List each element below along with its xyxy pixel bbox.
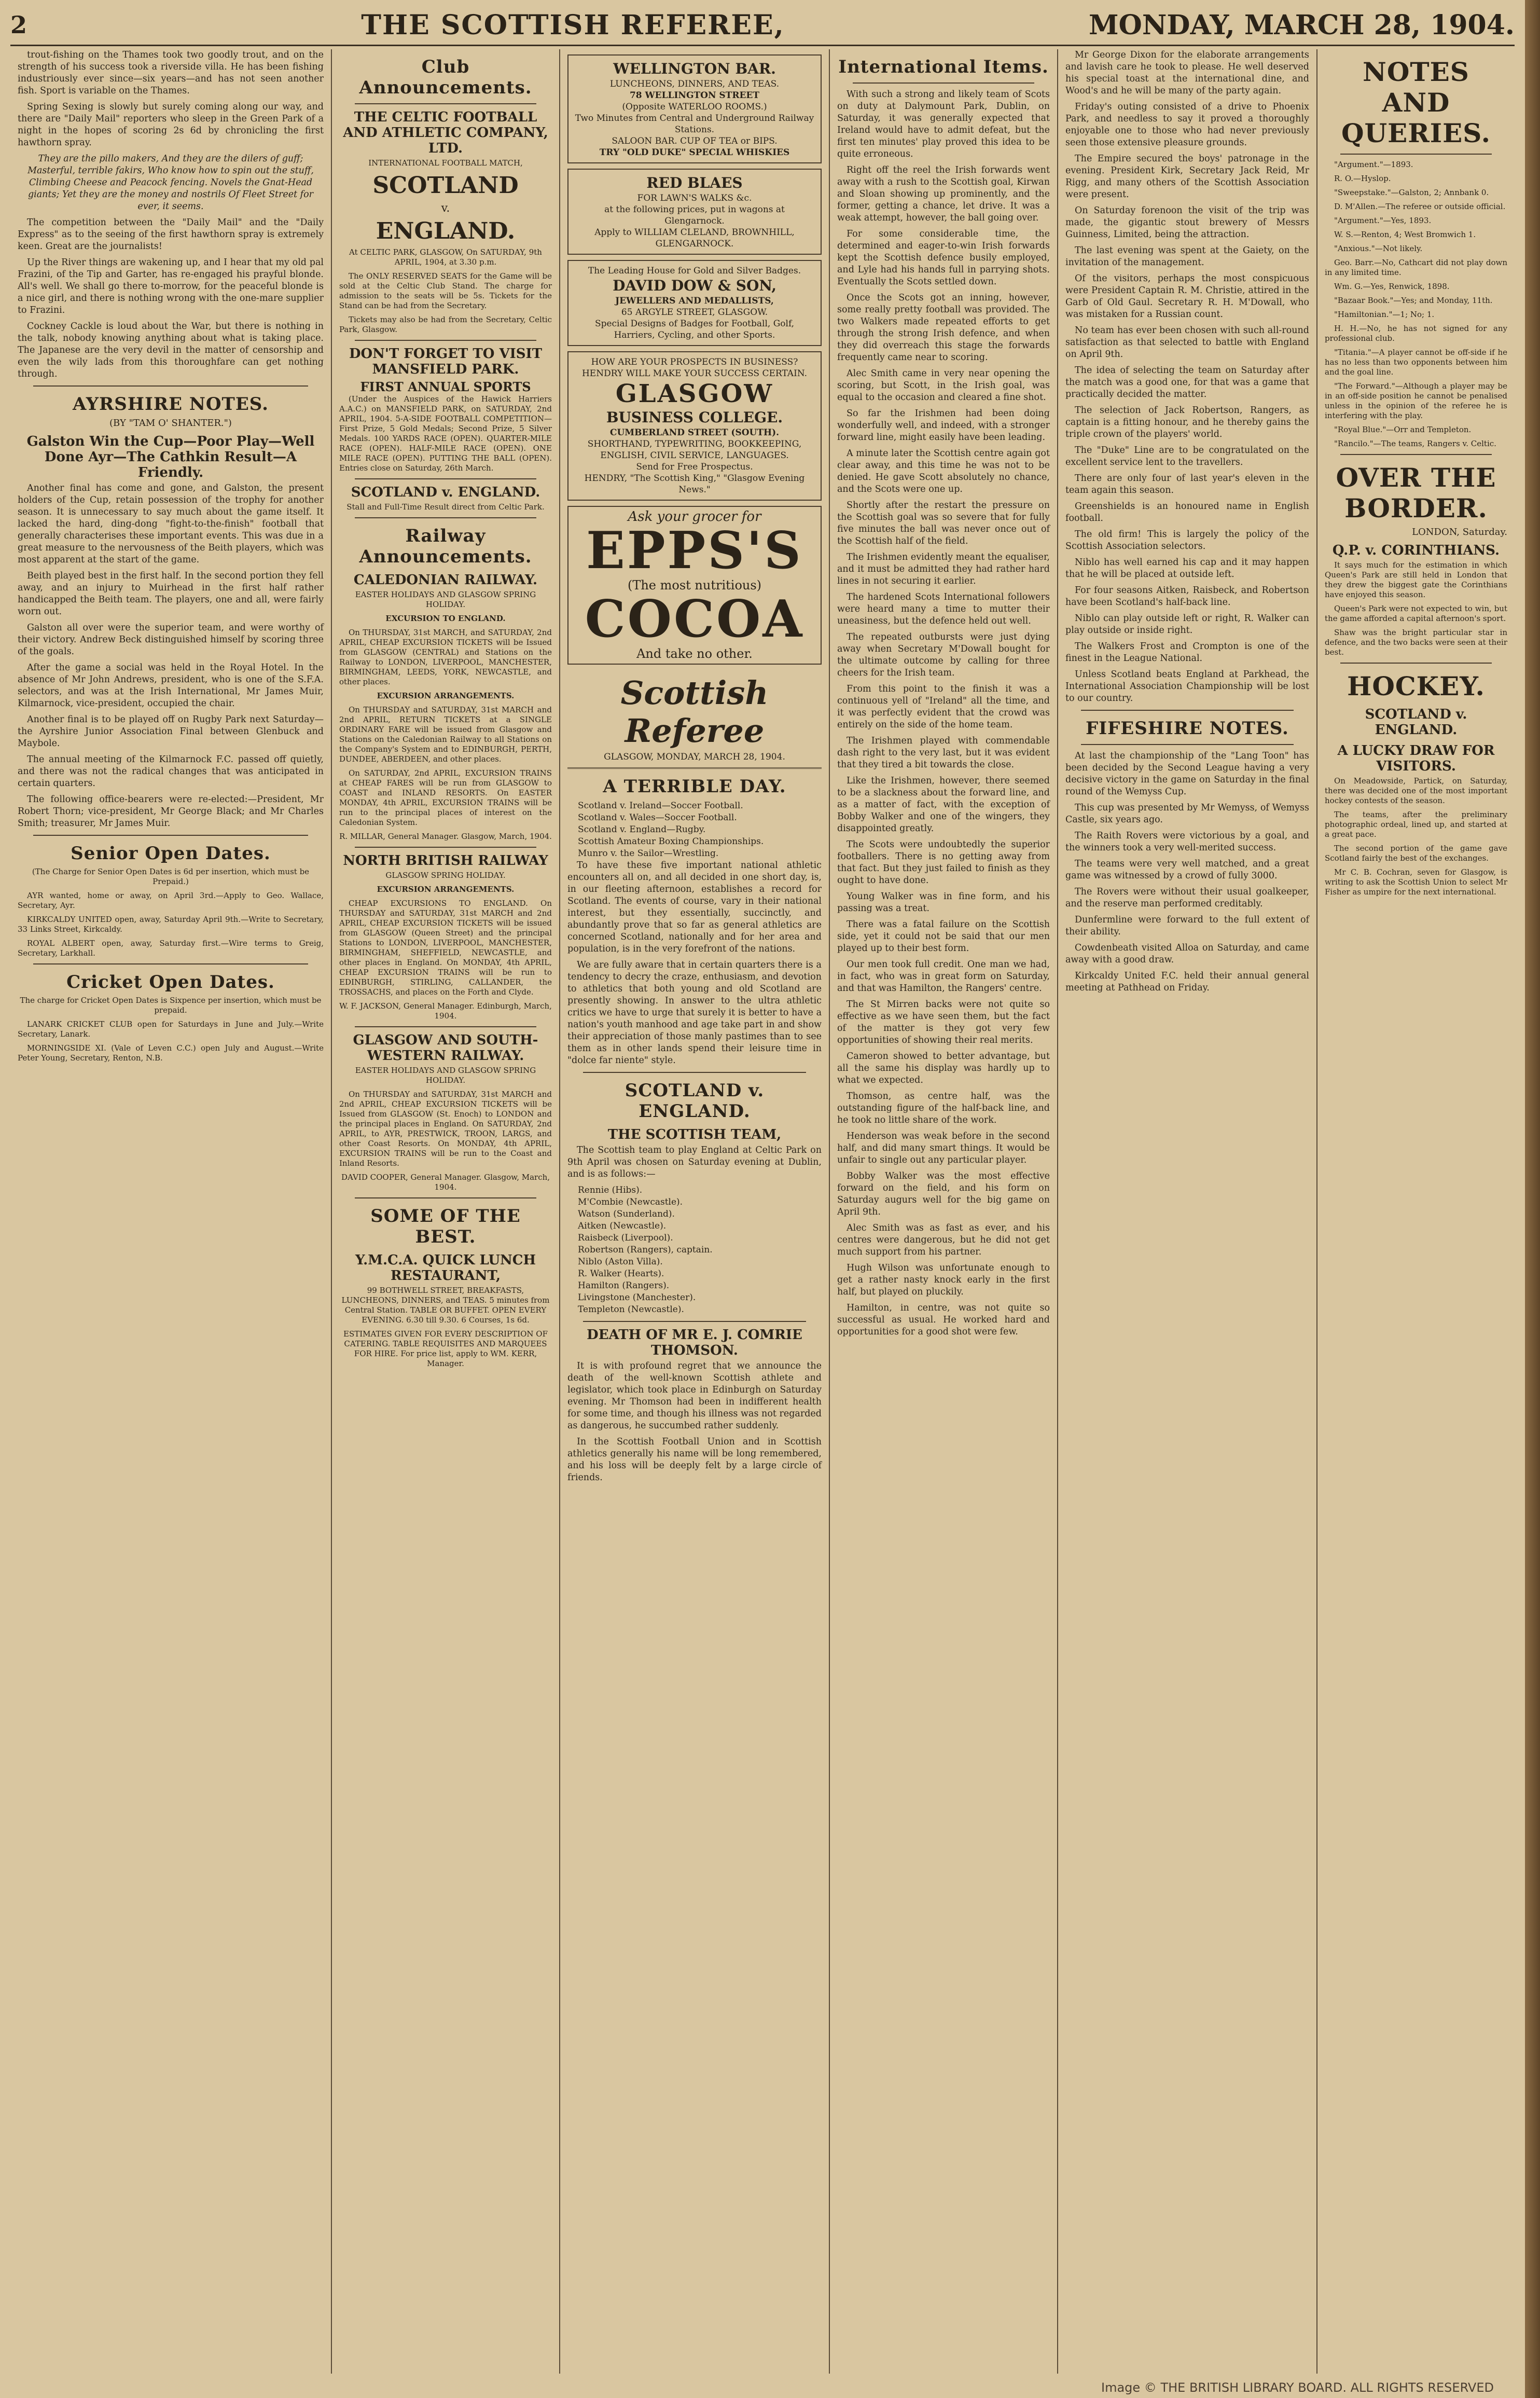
intro-text (18, 49, 324, 380)
paragraph: Hamilton, in centre, was not quite so successful as usual. He worked hard and opportunities for a good shot were few. (837, 1303, 1050, 1337)
paragraph: Beith played best in the first half. In the second portion they fell away, and an injury to Muirhead in the first half rather handicapped the Beith team. The players, one and all, were fairly worn out. (18, 571, 324, 617)
ad-line: And take no other. (636, 646, 753, 661)
divider (1340, 154, 1492, 155)
paragraph: After the game a social was held in the Royal Hotel. In the absence of Mr John Andrews, president, who is one of the S.F.A. selectors, and was at the Irish International, Mr James Muir, Kilmarnock, vice-president, occupied the chair. (18, 663, 324, 709)
list-item: Scotland v. Ireland—Soccer Football. (578, 801, 743, 811)
paper-title: THE SCOTTISH REFEREE, (361, 9, 785, 41)
paragraph: From this point to the finish it was a continuous yell of "Ireland" all the time, and it was perfectly evident that the crowd was entirely on the side of the home team. (837, 684, 1050, 730)
paragraph: The annual meeting of the Kilmarnock F.C. passed off quietly, and there was not the radical changes that was anticipated in certain quarters. (18, 754, 324, 789)
ad-heading-england: ENGLAND. (376, 218, 516, 244)
section-title-death: DEATH OF MR E. J. COMRIE THOMSON. (587, 1327, 802, 1358)
paragraph: In the Scottish Football Union and in Scottish athletics generally his name will be long remembered, and his loss will be deeply felt by a large circle of friends. (567, 1437, 822, 1483)
section-title-svse: SCOTLAND v. ENGLAND. (625, 1080, 765, 1122)
ad-line: Apply to WILLIAM CLELAND, BROWNHILL, GLENGARNOCK. (594, 227, 795, 249)
column-3 (560, 49, 830, 2374)
ad-heading: BUSINESS COLLEGE. (606, 409, 783, 426)
ad-line: 65 ARGYLE STREET, GLASGOW. (621, 307, 768, 318)
query-item: "Argument."—1893. (1334, 160, 1413, 169)
ad-line: Send for Free Prospectus. (636, 462, 753, 472)
issue-date: MONDAY, MARCH 28, 1904. (1088, 9, 1515, 41)
paragraph: Mr C. B. Cochran, seven for Glasgow, is writing to ask the Scottish Union to select Mr Fisher as umpire for the next international. (1325, 867, 1507, 897)
ad-heading: NORTH BRITISH RAILWAY (343, 853, 548, 869)
query-item: "Rancilo."—The teams, Rangers v. Celtic. (1334, 439, 1496, 448)
ad-text: On THURSDAY and SATURDAY, 31st MARCH and 2nd APRIL, CHEAP EXCURSION TICKETS will be Issued from GLASGOW (St. Enoch) to LONDON and the principal places in England. On SATURDAY, 2nd APRIL, to AYR, PRESTWICK, TROON, LARGS, and other Coast Resorts. On MONDAY, 4th APRIL, EXCURSION TRAINS will be run to the Coast and Inland Resorts. (339, 1090, 552, 1168)
ad-heading: FIRST ANNUAL SPORTS (360, 379, 531, 394)
ad-line: TRY "OLD DUKE" SPECIAL WHISKIES (599, 147, 790, 158)
query-item: "Sweepstake."—Galston, 2; Annbank 0. (1334, 188, 1489, 197)
ad-line: EXCURSION ARRANGEMENTS. (377, 691, 515, 700)
query-item: H. H.—No, he has not signed for any professional club. (1325, 324, 1507, 343)
divider (1340, 454, 1492, 455)
ad-text: Tickets may also be had from the Secretary, Celtic Park, Glasgow. (339, 315, 552, 334)
paragraph: The Raith Rovers were victorious by a goal, and the winners took a very well-merited success. (1065, 831, 1309, 853)
note: The charge for Cricket Open Dates is Sixpence per insertion, which must be prepaid. (20, 996, 322, 1015)
section-title-fifeshire: FIFESHIRE NOTES. (1086, 718, 1289, 739)
ad-text: 99 BOTHWELL STREET, BREAKFASTS, LUNCHEONS, DINNERS, and TEAS. 5 minutes from Central Station. TABLE OR BUFFET. OPEN EVERY EVENING. 6.30 till 9.30. 6 Courses, 1s 6d. (341, 1286, 550, 1325)
paragraph: It is with profound regret that we announce the death of the well-known Scottish athlete and legislator, which took place in Edinburgh on Saturday evening. Mr Thomson had been in indifferent health for some time, and though his illness was not regarded as dangerous, he succumbed rather suddenly. (567, 1361, 822, 1431)
ad-heading: WELLINGTON BAR. (613, 60, 776, 77)
divider (853, 82, 1034, 84)
section-title-over-border: OVER THE BORDER. (1336, 462, 1496, 523)
paragraph: Kirkcaldy United F.C. held their annual general meeting at Pathhead on Friday. (1065, 971, 1309, 993)
divider (583, 1072, 806, 1073)
query-item: W. S.—Renton, 4; West Bromwich 1. (1334, 230, 1476, 239)
list-item: LANARK CRICKET CLUB open for Saturdays in June and July.—Write Secretary, Lanark. (18, 1019, 324, 1039)
ad-text: ESTIMATES GIVEN FOR EVERY DESCRIPTION OF CATERING. TABLE REQUISITES AND MARQUEES FOR HIRE. For price list, apply to WM. KERR, Manager. (343, 1329, 548, 1368)
list-item: Niblo (Aston Villa). (578, 1257, 663, 1267)
paragraph: Alec Smith was as fast as ever, and his centres were dangerous, but he did not get much support from his partner. (837, 1223, 1050, 1257)
paragraph: Cowdenbeath visited Alloa on Saturday, and came away with a good draw. (1065, 943, 1309, 965)
query-item: "Royal Blue."—Orr and Templeton. (1334, 425, 1472, 434)
ad-heading: SCOTLAND v. ENGLAND. (351, 485, 540, 500)
byline: (BY "TAM O' SHANTER.") (109, 418, 232, 429)
paragraph: trout-fishing on the Thames took two goodly trout, and on the strength of his success took a riverside villa. He has been fishing industriously ever since—six years—and has not seen another fish. Sport is variable on the Thames. (18, 50, 324, 96)
page-edge (1525, 0, 1540, 2398)
ad-text: The ONLY RESERVED SEATS for the Game will be sold at the Celtic Club Stand. The charge for admission to the seats will be 5s. Tickets for the Stand can be had from the Secretary. (339, 271, 552, 310)
section-subtitle: THE SCOTTISH TEAM, (607, 1127, 782, 1142)
nameplate: Scottish Referee (620, 674, 769, 750)
paragraph: The teams were very well matched, and a great game was witnessed by a crowd of fully 3000. (1065, 859, 1309, 881)
list-item: KIRKCALDY UNITED open, away, Saturday April 9th.—Write to Secretary, 33 Links Street, Kirkcaldy. (18, 915, 324, 934)
paragraph: There was a fatal failure on the Scottish side, yet it could not be said that our men played up to their best form. (837, 919, 1050, 954)
paragraph: Cameron showed to better advantage, but all the same his display was hardly up to what we expected. (837, 1051, 1050, 1085)
paragraph: Our men took full credit. One man we had, in fact, who was in great form on Saturday, and that was Hamilton, the Rangers' centre. (837, 959, 1050, 994)
paragraph: Unless Scotland beats England at Parkhead, the International Association Championship will be lost to our country. (1065, 669, 1309, 704)
divider (1081, 744, 1294, 745)
ad-heading: EPPS'S (586, 521, 803, 581)
paragraph: Cockney Cackle is loud about the War, but there is nothing in the talk, nobody knowing anything about what is taking place. The Japanese are the very devil in the matter of censorship and even the wily lads from this thoroughfare can get nothing through. (18, 321, 324, 379)
divider (355, 478, 536, 479)
masthead (10, 5, 1515, 46)
paragraph: Bobby Walker was the most effective forward on the field, and his form on Saturday augurs well for the big game on April 9th. (837, 1171, 1050, 1217)
ad-heading: DAVID DOW & SON, (613, 277, 776, 294)
paragraph: Dunfermline were forward to the full extent of their ability. (1065, 915, 1309, 937)
column-6 (1317, 49, 1515, 2374)
paragraph: Of the visitors, perhaps the most conspicuous were President Captain R. M. Christie, attired in the Garb of Old Gaul. Secretary R. H. M'Dowall, who was mistaken for a Russian count. (1065, 273, 1309, 320)
ad-line: CUMBERLAND STREET (SOUTH). (609, 428, 780, 438)
paragraph: So far the Irishmen had been doing wonderfully well, and indeed, with a stronger forward line, might easily have been leading. (837, 408, 1050, 443)
column-1 (10, 49, 332, 2374)
ad-line: (The most nutritious) (627, 578, 762, 592)
paragraph: Alec Smith came in very near opening the scoring, but Scott, in the Irish goal, was equal to the occasion and cleared a fine shot. (837, 368, 1050, 403)
ad-line: SALOON BAR. CUP OF TEA or BIPS. (612, 136, 778, 146)
page-number: 2 (10, 11, 27, 39)
divider (355, 340, 536, 341)
list-item: R. Walker (Hearts). (578, 1269, 664, 1279)
section-title-cricket-dates: Cricket Open Dates. (66, 972, 275, 993)
section-title-hockey: HOCKEY. (1347, 671, 1485, 701)
paragraph: Galston all over were the superior team, and were worthy of their victory. Andrew Beck distinguished himself by scoring three of the goals. (18, 623, 324, 657)
list-item: MORNINGSIDE XI. (Vale of Leven C.C.) open July and August.—Write Peter Young, Secretary, Renton, N.B. (18, 1043, 324, 1063)
paragraph: For some considerable time, the determined and eager-to-win Irish forwards kept the Scottish defence busily employed, and Lyle had his hands full in parrying shots. Eventually the Scots settled down. (837, 229, 1050, 287)
ad-text: Stall and Full-Time Result direct from Celtic Park. (346, 502, 545, 512)
paragraph: The Irishmen evidently meant the equaliser, and it must be admitted they had rather hard lines in not securing it earlier. (837, 552, 1050, 586)
ad-line: LUNCHEONS, DINNERS, AND TEAS. (609, 79, 780, 89)
paragraph: Shaw was the bright particular star in defence, and the two backs were seen at their best. (1325, 628, 1507, 657)
section-title-terrible-day: A TERRIBLE DAY. (603, 776, 786, 797)
paragraph: A minute later the Scottish centre again got clear away, and this time he was not to be denied. He gave Scott absolutely no chance, and the Scots were one up. (837, 448, 1050, 494)
column-5 (1058, 49, 1317, 2374)
paragraph: Another final is to be played off on Rugby Park next Saturday—the Ayrshire Junior Association Final between Glenbuck and Maybole. (18, 714, 324, 749)
team-list (567, 1184, 822, 1316)
ad-line: GLASGOW SPRING HOLIDAY. (385, 871, 506, 880)
paragraph: Thomson, as centre half, was the outstanding figure of the half-back line, and he took no little share of the work. (837, 1091, 1050, 1125)
ad-line: Special Designs of Badges for Football, Golf, Harriers, Cycling, and other Sports. (594, 319, 795, 340)
ad-line: HENDRY, "The Scottish King," "Glasgow Evening News." (584, 473, 805, 495)
list-item: Munro v. the Sailor—Wrestling. (578, 848, 719, 859)
query-item: "Bazaar Book."—Yes; and Monday, 11th. (1334, 296, 1493, 305)
ad-heading-scotland: SCOTLAND (372, 172, 519, 199)
paragraph: Queen's Park were not expected to win, but the game afforded a capital afternoon's sport. (1325, 604, 1507, 623)
ad-heading: Y.M.C.A. QUICK LUNCH RESTAURANT, (355, 1252, 536, 1284)
ad-heading: THE CELTIC FOOTBALL AND ATHLETIC COMPANY, LTD. (343, 109, 548, 156)
paragraph: Hugh Wilson was unfortunate enough to get a rather nasty knock early in the first half, but played on pluckily. (837, 1263, 1050, 1297)
ad-line: EXCURSION ARRANGEMENTS. (377, 885, 515, 894)
query-item: Wm. G.—Yes, Renwick, 1898. (1334, 282, 1450, 291)
paragraph: Spring Sexing is slowly but surely coming along our way, and there are "Daily Mail" reporters who sleep in the Green Park of a night in the hopes of scoring 2s 6d by chronicling the first hawthorn spray. (18, 102, 324, 148)
section-title-best: SOME OF THE BEST. (370, 1206, 521, 1247)
list-item: Scottish Amateur Boxing Championships. (578, 836, 764, 847)
paragraph: It says much for the estimation in which Queen's Park are still held in London that they drew the biggest gate the Corinthians have enjoyed this season. (1325, 560, 1507, 599)
paragraph: With such a strong and likely team of Scots on duty at Dalymount Park, Dublin, on Saturday, it was generally expected that Ireland would have to admit defeat, but the first ten minutes' play proved this idea to be quite erroneous. (837, 89, 1050, 159)
ad-line: JEWELLERS AND MEDALLISTS, (615, 296, 774, 306)
paragraph: Young Walker was in fine form, and his passing was a treat. (837, 891, 1050, 914)
ad-text: CHEAP EXCURSIONS TO ENGLAND. On THURSDAY and SATURDAY, 31st MARCH and 2nd APRIL, CHEAP EXCURSION TICKETS will be issued from GLASGOW (Queen Street) and the principal Stations to LONDON, LIVERPOOL, MANCHESTER, BIRMINGHAM, SHEFFIELD, NEWCASTLE, and other places in England. On MONDAY, 4th APRIL, CHEAP EXCURSION TRAINS will be run to EDINBURGH, STIRLING, CALLANDER, the TROSSACHS, and places on the Forth and Clyde. (339, 899, 552, 997)
ad-line: The Leading House for Gold and Silver Badges. (588, 266, 801, 276)
ad-red-blaes (567, 169, 822, 255)
query-item: R. O.—Hyslop. (1334, 174, 1391, 183)
list-item: Robertson (Rangers), captain. (578, 1245, 713, 1255)
query-item: "Titania."—A player cannot be off-side if he has no less than two opponents between him and the goal line. (1325, 348, 1507, 377)
paragraph: The Scottish team to play England at Celtic Park on 9th April was chosen on Saturday evening at Dublin, and is as follows:— (567, 1145, 822, 1179)
list-item: Scotland v. Wales—Soccer Football. (578, 812, 737, 823)
ad-line: INTERNATIONAL FOOTBALL MATCH, (368, 158, 523, 168)
ad-heading: GLASGOW AND SOUTH-WESTERN RAILWAY. (353, 1032, 538, 1064)
dateline: GLASGOW, MONDAY, MARCH 28, 1904. (604, 752, 785, 762)
verse: They are the pillo makers, And they are the dilers of guff; Masterful, terrible fakirs, Who know how to spin out the stuff, Climbing Cheese and Peacock fencing. Novels the Gnat-Head giants; Yet they are the money and nostrils Of Fleet Street for ever, it seems. (27, 154, 314, 212)
divider (355, 103, 536, 104)
paragraph: On Saturday forenoon the visit of the trip was made, the gigantic stout brewery of Messrs Guinness, Limited, being the attraction. (1065, 205, 1309, 240)
divider (583, 1321, 806, 1322)
list-item: Hamilton (Rangers). (578, 1280, 670, 1291)
paragraph: The Walkers Frost and Crompton is one of the finest in the League National. (1065, 641, 1309, 664)
paragraph: No team has ever been chosen with such all-round satisfaction as that selected to battle with England on April 9th. (1065, 325, 1309, 360)
ad-line: SHORTHAND, TYPEWRITING, BOOKKEEPING, ENGLISH, CIVIL SERVICE, LANGUAGES. (587, 439, 802, 461)
paragraph: The selection of Jack Robertson, Rangers, as captain is a fitting honour, and he thereby gains the triple crown of the players' world. (1065, 405, 1309, 439)
list-item: Watson (Sunderland). (578, 1209, 675, 1219)
list-item: Livingstone (Manchester). (578, 1292, 696, 1303)
query-item: "Anxious."—Not likely. (1334, 244, 1423, 253)
ad-david-dow (567, 260, 822, 346)
paragraph: To have these five important national athletic encounters all on, and all decided in one short day, is, in our fleeting afternoon, establishes a record for Scotland. The events of course, vary in their national interest, but they essentially, succinctly, and abundantly prove that so far as general athletics are concerned Scotland, nationally and for her area and population, is in the very forefront of the nations. (567, 860, 822, 954)
ad-line: (Opposite WATERLOO ROOMS.) (622, 102, 767, 112)
column-2 (332, 49, 560, 2374)
list-item: AYR wanted, home or away, on April 3rd.—Apply to Geo. Wallace, Secretary, Ayr. (18, 891, 324, 910)
divider (33, 963, 308, 964)
ad-line: EASTER HOLIDAYS AND GLASGOW SPRING HOLIDAY. (355, 590, 536, 609)
paragraph: Once the Scots got an inning, however, some really pretty football was provided. The two Walkers made repeated efforts to get through the strong Irish defence, and when they did overreach this stage the forwards frequently came near to scoring. (837, 293, 1050, 363)
list-item: Scotland v. England—Rugby. (578, 824, 706, 835)
paragraph: For four seasons Aitken, Raisbeck, and Robertson have been Scotland's half-back line. (1065, 585, 1309, 608)
ad-line: EASTER HOLIDAYS AND GLASGOW SPRING HOLIDAY. (355, 1066, 536, 1085)
ad-text: On SATURDAY, 2nd APRIL, EXCURSION TRAINS at CHEAP FARES will be run from GLASGOW to COAST and INLAND RESORTS. On EASTER MONDAY, 4th APRIL, EXCURSION TRAINS will be run to the principal places of interest on the Caledonian System. (339, 768, 552, 827)
list-item: Aitken (Newcastle). (578, 1221, 667, 1231)
paragraph: The "Duke" Line are to be congratulated on the excellent service lent to the travellers. (1065, 445, 1309, 467)
paragraph: The competition between the "Daily Mail" and the "Daily Express" as to the seeing of the first hawthorn spray is extremely keen. Great are the journalists! (18, 217, 324, 252)
paragraph: The St Mirren backs were not quite so effective as we have seen them, but the fact of the matter is they got very few opportunities of showing their real merits. (837, 999, 1050, 1045)
list-item: M'Combie (Newcastle). (578, 1197, 683, 1207)
ad-heading: COCOA (585, 589, 804, 649)
paragraph: Niblo has well earned his cap and it may happen that he will be placed at outside left. (1065, 557, 1309, 580)
results-list (567, 800, 822, 860)
ad-sign: DAVID COOPER, General Manager. Glasgow, March, 1904. (341, 1173, 550, 1192)
paragraph: On Meadowside, Partick, on Saturday, there was decided one of the most important hockey contests of the season. (1325, 776, 1507, 805)
ad-line: HOW ARE YOUR PROSPECTS IN BUSINESS? (591, 357, 798, 367)
query-item: D. M'Allen.—The referee or outside official. (1334, 202, 1506, 211)
ad-line: 78 WELLINGTON STREET (629, 90, 760, 101)
ad-line: Two Minutes from Central and Underground Railway Stations. (575, 113, 814, 135)
paragraph: Mr George Dixon for the elaborate arrangements and lavish care he took to please. He well deserved his special toast at the international dine, and Wood's and he will be many of the party again. (1065, 50, 1309, 96)
ad-heading: RED BLAES (646, 174, 743, 191)
ad-line: Ask your grocer for (628, 509, 761, 525)
paragraph: Like the Irishmen, however, there seemed to be a slackness about the forward line, and as a matter of fact, with the exception of Bobby Walker and one of the wingers, they disappointed greatly. (837, 776, 1050, 834)
paragraph: Henderson was weak before in the second half, and did many smart things. It would be unfair to single out any particular player. (837, 1131, 1050, 1165)
ad-line: at the following prices, put in wagons at Glengarnock. (604, 204, 785, 226)
paragraph: Niblo can play outside left or right, R. Walker can play outside or inside right. (1065, 613, 1309, 636)
divider (33, 835, 308, 836)
section-title-railway: Railway Announcements. (359, 526, 532, 567)
paragraph: The second portion of the game gave Scotland fairly the best of the exchanges. (1325, 844, 1507, 863)
divider (567, 767, 822, 769)
paragraph: The repeated outbursts were just dying away when Secretary M'Dowall bought for the ultimate outcome by calling for three cheers for the Irish team. (837, 632, 1050, 678)
list-item: Rennie (Hibs). (578, 1185, 643, 1195)
section-subtitle: A LUCKY DRAW FOR VISITORS. (1337, 743, 1495, 774)
section-title-club: Club Announcements. (359, 57, 532, 98)
paragraph: The Irishmen played with commendable dash right to the very last, but it was evident that they tired a bit towards the close. (837, 736, 1050, 770)
ad-wellington-bar (567, 54, 822, 163)
list-item: ROYAL ALBERT open, away, Saturday first.—Wire terms to Greig, Secretary, Larkhall. (18, 939, 324, 958)
section-title-ayrshire: AYRSHIRE NOTES. (73, 394, 269, 415)
ad-business-college (567, 351, 822, 501)
ad-line: v. (441, 202, 450, 215)
paragraph: Friday's outing consisted of a drive to Phoenix Park, and needless to say it proved a thoroughly enjoyable one to those who had never previously seen those extensive pleasure grounds. (1065, 102, 1309, 148)
paragraph: Another final has come and gone, and Galston, the present holders of the Cup, retain possession of the trophy for another season. It is unnecessary to say much about the game itself. It lacked the hard, ding-dong "fight-to-the-finish" football that generally characterises these important events. This was due in a great measure to the nervousness of the Beith players, which was most apparent at the start of the game. (18, 483, 324, 565)
paragraph: Up the River things are wakening up, and I hear that my old pal Frazini, of the Tip and Garter, has re-engaged his prayful blonde. All's well. We shall go there to-morrow, for the peaceful blonde is a nice girl, and there is nothing wrong with the one-mare supplier to Frazini. (18, 257, 324, 315)
paragraph: Right off the reel the Irish forwards went away with a rush to the Scottish goal, Kirwan and Sloan showing up prominently, and the former, getting a chance, let drive. It was a weak attempt, however, the ball going over. (837, 165, 1050, 223)
paragraph: The following office-bearers were re-elected:—President, Mr Robert Thorn; vice-president, Mr George Black; and Mr Charles Smith; treasurer, Mr James Muir. (18, 794, 324, 829)
note: (The Charge for Senior Open Dates is 6d per insertion, which must be Prepaid.) (32, 867, 310, 886)
ad-heading: DON'T FORGET TO VISIT MANSFIELD PARK. (349, 346, 543, 377)
section-title-senior-dates: Senior Open Dates. (71, 843, 271, 864)
section-subtitle: Galston Win the Cup—Poor Play—Well Done Ayr—The Cathkin Result—A Friendly. (26, 434, 315, 480)
paragraph: The last evening was spent at the Gaiety, on the invitation of the management. (1065, 245, 1309, 268)
ad-sign: W. F. JACKSON, General Manager. Edinburgh, March, 1904. (339, 1001, 552, 1021)
list-item: Raisbeck (Liverpool). (578, 1233, 673, 1243)
paragraph: The Empire secured the boys' patronage in the evening. President Kirk, Secretary Jack Reid, Mr Rigg, and many others of the Scottish Association were present. (1065, 154, 1309, 200)
ad-heading: CALEDONIAN RAILWAY. (353, 572, 538, 588)
section-subtitle: SCOTLAND v. ENGLAND. (1365, 707, 1467, 738)
ad-line: HENDRY WILL MAKE YOUR SUCCESS CERTAIN. (581, 368, 807, 379)
paragraph: Greenshields is an honoured name in English football. (1065, 501, 1309, 523)
divider (355, 1026, 536, 1027)
section-title-international: International Items. (838, 57, 1049, 77)
ad-line: At CELTIC PARK, GLASGOW, On SATURDAY, 9th APRIL, 1904, at 3.30 p.m. (349, 247, 542, 267)
ad-sign: R. MILLAR, General Manager. Glasgow, March, 1904. (339, 832, 552, 841)
section-title-notes-queries: NOTES AND QUERIES. (1341, 57, 1491, 148)
ad-line: FOR LAWN'S WALKS &c. (637, 193, 752, 203)
paragraph: The Rovers were without their usual goalkeeper, and the reserve man performed creditably. (1065, 887, 1309, 909)
paragraph: The Scots were undoubtedly the superior footballers. There is no getting away from that fact. But they just failed to finish as they ought to have done. (837, 839, 1050, 886)
divider (355, 1197, 536, 1198)
paragraph: There are only four of last year's eleven in the team again this season. (1065, 473, 1309, 495)
divider (1081, 710, 1294, 711)
divider (33, 385, 308, 387)
paragraph: The hardened Scots International followers were heard many a time to mutter their uneasiness, but the defence held out well. (837, 592, 1050, 626)
paragraph: The old firm! This is largely the policy of the Scottish Association selectors. (1065, 529, 1309, 552)
query-item: "Hamiltonian."—1; No; 1. (1334, 310, 1435, 319)
ad-epps-cocoa (567, 506, 822, 665)
divider (355, 517, 536, 518)
divider (1340, 663, 1492, 664)
paragraph: This cup was presented by Mr Wemyss, of Wemyss Castle, six years ago. (1065, 803, 1309, 825)
list-item: Templeton (Newcastle). (578, 1304, 684, 1315)
paragraph: Shortly after the restart the pressure on the Scottish goal was so severe that for fully five minutes the ball was never once out of the Scottish half of the field. (837, 500, 1050, 546)
divider (355, 847, 536, 848)
paragraph: The idea of selecting the team on Saturday after the match was a good one, for that was a game that practically decided the matter. (1065, 365, 1309, 399)
ad-text: On THURSDAY, 31st MARCH, and SATURDAY, 2nd APRIL, CHEAP EXCURSION TICKETS will be Issued from GLASGOW (CENTRAL) and Stations on the Railway to LONDON, LIVERPOOL, MANCHESTER, BIRMINGHAM, LEEDS, YORK, NEWCASTLE, and other places. (339, 628, 552, 686)
paragraph: We are fully aware that in certain quarters there is a tendency to decry the craze, enthusiasm, and devotion to athletics that both young and old Scotland are presently showing. In answer to the ultra athletic critics we have to urge that surely it is better to have a nation's youth manhood and age take part in and show their appreciation of those manly pastimes than to see them as in other lands spend their leisure time in "dolce far niente" style. (567, 960, 822, 1066)
byline: LONDON, Saturday. (1412, 527, 1507, 538)
paragraph: At last the championship of the "Lang Toon" has been decided by the Second League having a very decisive victory in the game on Saturday in the final round of the Wemyss Cup. (1065, 751, 1309, 797)
query-item: "Argument."—Yes, 1893. (1334, 216, 1432, 225)
ad-text: On THURSDAY and SATURDAY, 31st MARCH and 2nd APRIL, RETURN TICKETS at a SINGLE ORDINARY FARE will be issued from Glasgow and Stations on the Caledonian Railway to all Stations on the Company's System and to EDINBURGH, PERTH, DUNDEE, ABERDEEN, and other places. (339, 705, 552, 764)
ad-text: (Under the Auspices of the Hawick Harriers A.A.C.) on MANSFIELD PARK, on SATURDAY, 2nd APRIL, 1904. 5-A-SIDE FOOTBALL COMPETITION—First Prize, 5 Gold Medals; Second Prize, 5 Silver Medals. 100 YARDS RACE (OPEN). QUARTER-MILE RACE (OPEN). HALF-MILE RACE (OPEN). ONE MILE RACE (OPEN). PUTTING THE BALL (OPEN). Entries close on Saturday, 26th March. (339, 394, 552, 473)
query-item: "The Forward."—Although a player may be in an off-side position he cannot be penalised unless in the opinion of the referee he is interfering with the play. (1325, 381, 1507, 420)
ad-line: EXCURSION TO ENGLAND. (385, 614, 506, 623)
section-subtitle: Q.P. v. CORINTHIANS. (1332, 543, 1500, 558)
copyright-watermark: Image © THE BRITISH LIBRARY BOARD. ALL RIGHTS RESERVED (1101, 2380, 1494, 2395)
paragraph: The teams, after the preliminary photographic ordeal, lined up, and started at a great pace. (1325, 810, 1507, 839)
ad-heading: GLASGOW (615, 379, 774, 408)
query-item: Geo. Barr.—No, Cathcart did not play down in any limited time. (1325, 258, 1507, 277)
column-4 (830, 49, 1058, 2374)
